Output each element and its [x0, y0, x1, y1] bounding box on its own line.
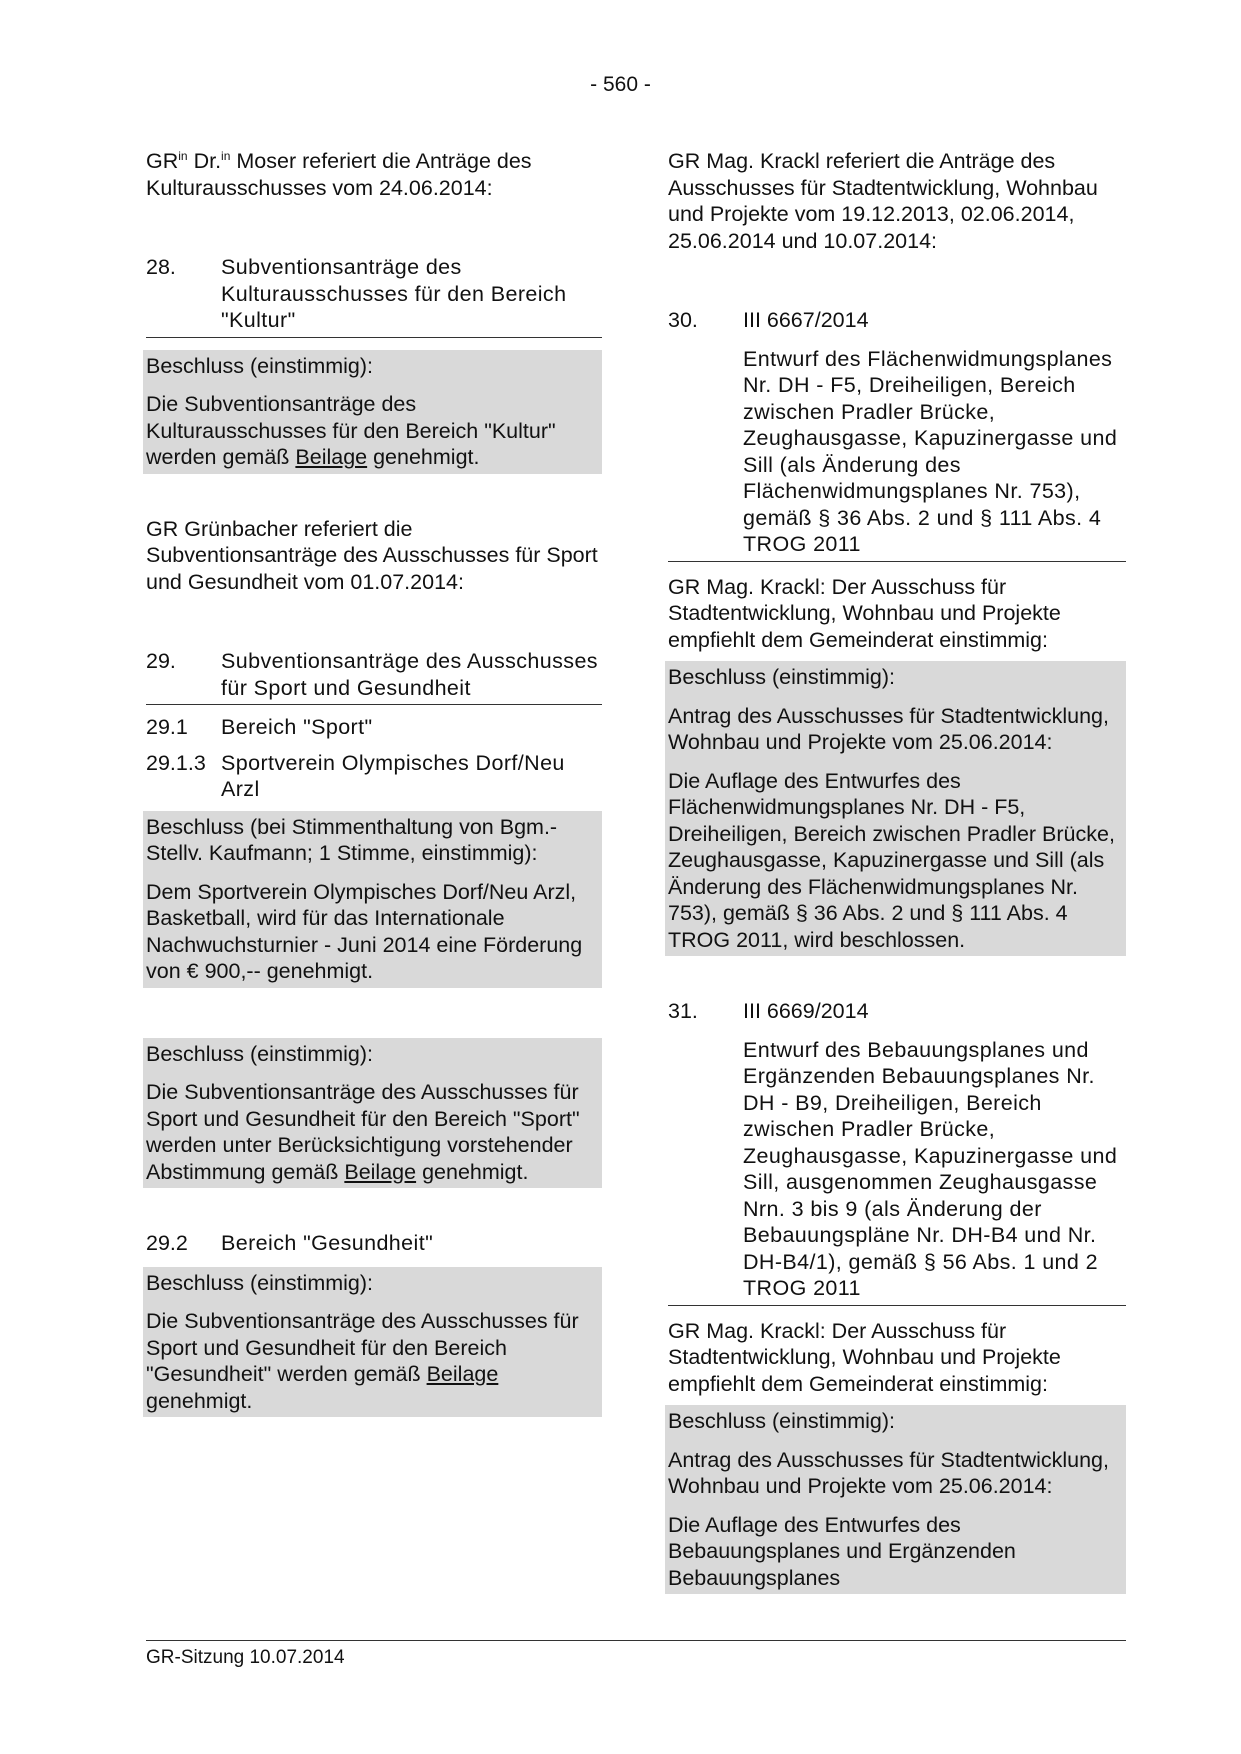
item-number: 30.	[668, 308, 698, 332]
agenda-item-30	[668, 307, 1126, 334]
agenda-item-29-1-3	[146, 750, 602, 803]
resolution-heading: Beschluss (einstimmig):	[146, 1041, 373, 1066]
intro-krackl: GR Mag. Krackl referiert die Anträge des Ausschusses für Stadtentwicklung, Wohnbau und Projekte vom 19.12.2013, 02.06.2014, 25.06.2014 und 10.07.2014:	[668, 149, 1098, 253]
footer-divider	[146, 1640, 1126, 1641]
item-number: 29.	[146, 649, 176, 673]
resolution-box-28	[143, 350, 602, 474]
page-number: - 560 -	[590, 73, 651, 96]
item-title: Bereich "Sport"	[221, 715, 373, 739]
resolution-heading: Beschluss (einstimmig):	[668, 1409, 895, 1433]
item-title: Subventionsanträge des Ausschusses für Sport und Gesundheit	[221, 649, 598, 700]
resolution-heading: Beschluss (einstimmig):	[668, 665, 895, 689]
item-title: Subventionsanträge des Kulturausschusses für den Bereich "Kultur"	[221, 255, 567, 332]
resolution-text: Die Subventionsanträge des Kulturausschusses für den Bereich "Kultur" werden gemäß Beilage genehmigt.	[146, 392, 556, 469]
footer-session-date: GR-Sitzung 10.07.2014	[146, 1647, 345, 1668]
resolution-text: Dem Sportverein Olympisches Dorf/Neu Arzl, Basketball, wird für das Internationale Nachwuchsturnier - Juni 2014 eine Förderung von € 900,-- genehmigt.	[146, 879, 583, 983]
item-title-30: Entwurf des Flächenwidmungsplanes Nr. DH - F5, Dreiheiligen, Bereich zwischen Pradler Brücke, Zeughausgasse, Kapuzinergasse und Sill (als Änderung des Flächenwidmungsplanes Nr. 753), gemäß § 36 Abs. 2 und § 111 Abs. 4 TROG 2011	[668, 346, 1126, 562]
item-number: 31.	[668, 999, 698, 1023]
item-title: Sportverein Olympisches Dorf/Neu Arzl	[221, 750, 565, 801]
resolution-text: Die Auflage des Entwurfes des Bebauungsplanes und Ergänzenden Bebauungsplanes	[668, 1512, 1016, 1590]
resolution-heading: Beschluss (einstimmig):	[146, 1270, 373, 1295]
item-number: 28.	[146, 255, 176, 279]
agenda-item-28	[146, 254, 602, 338]
right-column	[668, 148, 1126, 1594]
agenda-item-31	[668, 998, 1126, 1025]
intro-gruenbacher: GR Grünbacher referiert die Subventionsanträge des Ausschusses für Sport und Gesundheit vom 01.07.2014:	[146, 516, 598, 594]
resolution-box-29-2	[143, 1267, 602, 1418]
item-reference: III 6669/2014	[743, 999, 869, 1023]
agenda-item-29-2	[146, 1230, 602, 1257]
item-title: Bereich "Gesundheit"	[221, 1231, 434, 1255]
intro-moser: $GR^{in}$ Dr.$^{in}$ Moser referiert die Anträge des Kulturausschusses vom 24.06.2014:	[146, 149, 532, 200]
resolution-text: Die Subventionsanträge des Ausschusses für Sport und Gesundheit für den Bereich "Sport" werden unter Berücksichtigung vorstehender Abstimmung gemäß Beilage genehmigt.	[146, 1080, 580, 1184]
resolution-text: Die Auflage des Entwurfes des Flächenwidmungsplanes Nr. DH - F5, Dreiheiligen, Bereich zwischen Pradler Brücke, Zeughausgasse, Kapuzinergasse und Sill (als Änderung des Flächenwidmungsplanes Nr. 753), gemäß § 36 Abs. 2 und § 111 Abs. 4 TROG 2011, wird beschlossen.	[668, 768, 1115, 952]
item-number: 29.2	[146, 1231, 188, 1255]
item-number: 29.1	[146, 715, 188, 739]
item-number: 29.1.3	[146, 750, 206, 775]
committee-recommendation-30: GR Mag. Krackl: Der Ausschuss für Stadtentwicklung, Wohnbau und Projekte empfiehlt dem Gemeinderat einstimmig:	[668, 574, 1061, 652]
resolution-heading: Beschluss (bei Stimmenthaltung von Bgm.-Stellv. Kaufmann; 1 Stimme, einstimmig):	[146, 814, 558, 865]
beilage-link[interactable]: Beilage	[344, 1159, 417, 1184]
resolution-motion: Antrag des Ausschusses für Stadtentwicklung, Wohnbau und Projekte vom 25.06.2014:	[668, 1447, 1109, 1498]
resolution-motion: Antrag des Ausschusses für Stadtentwicklung, Wohnbau und Projekte vom 25.06.2014:	[668, 703, 1109, 754]
item-title-31: Entwurf des Bebauungsplanes und Ergänzenden Bebauungsplanes Nr. DH - B9, Dreiheiligen, Bereich zwischen Pradler Brücke, Zeughausgasse, Kapuzinergasse und Sill, ausgenommen Zeughausgasse Nrn. 3 bis 9 (als Änderung der Bebauungspläne Nr. DH-B4 und Nr. DH-B4/1), gemäß § 56 Abs. 1 und 2 TROG 2011	[668, 1037, 1126, 1306]
resolution-text: Die Subventionsanträge des Ausschusses für Sport und Gesundheit für den Bereich "Gesundheit" werden gemäß Beilage genehmigt.	[146, 1309, 579, 1413]
resolution-box-29-1-3	[143, 811, 602, 988]
left-column	[146, 148, 602, 1417]
agenda-item-29-1	[146, 714, 602, 741]
resolution-box-30	[665, 661, 1126, 956]
beilage-link[interactable]: Beilage	[426, 1362, 499, 1386]
resolution-heading: Beschluss (einstimmig):	[146, 353, 373, 378]
agenda-item-29	[146, 648, 602, 705]
beilage-link[interactable]: Beilage	[295, 445, 368, 469]
resolution-box-31	[665, 1405, 1126, 1594]
item-reference: III 6667/2014	[743, 308, 869, 332]
resolution-box-29-1	[143, 1038, 602, 1189]
committee-recommendation-31: GR Mag. Krackl: Der Ausschuss für Stadtentwicklung, Wohnbau und Projekte empfiehlt dem Gemeinderat einstimmig:	[668, 1318, 1061, 1396]
